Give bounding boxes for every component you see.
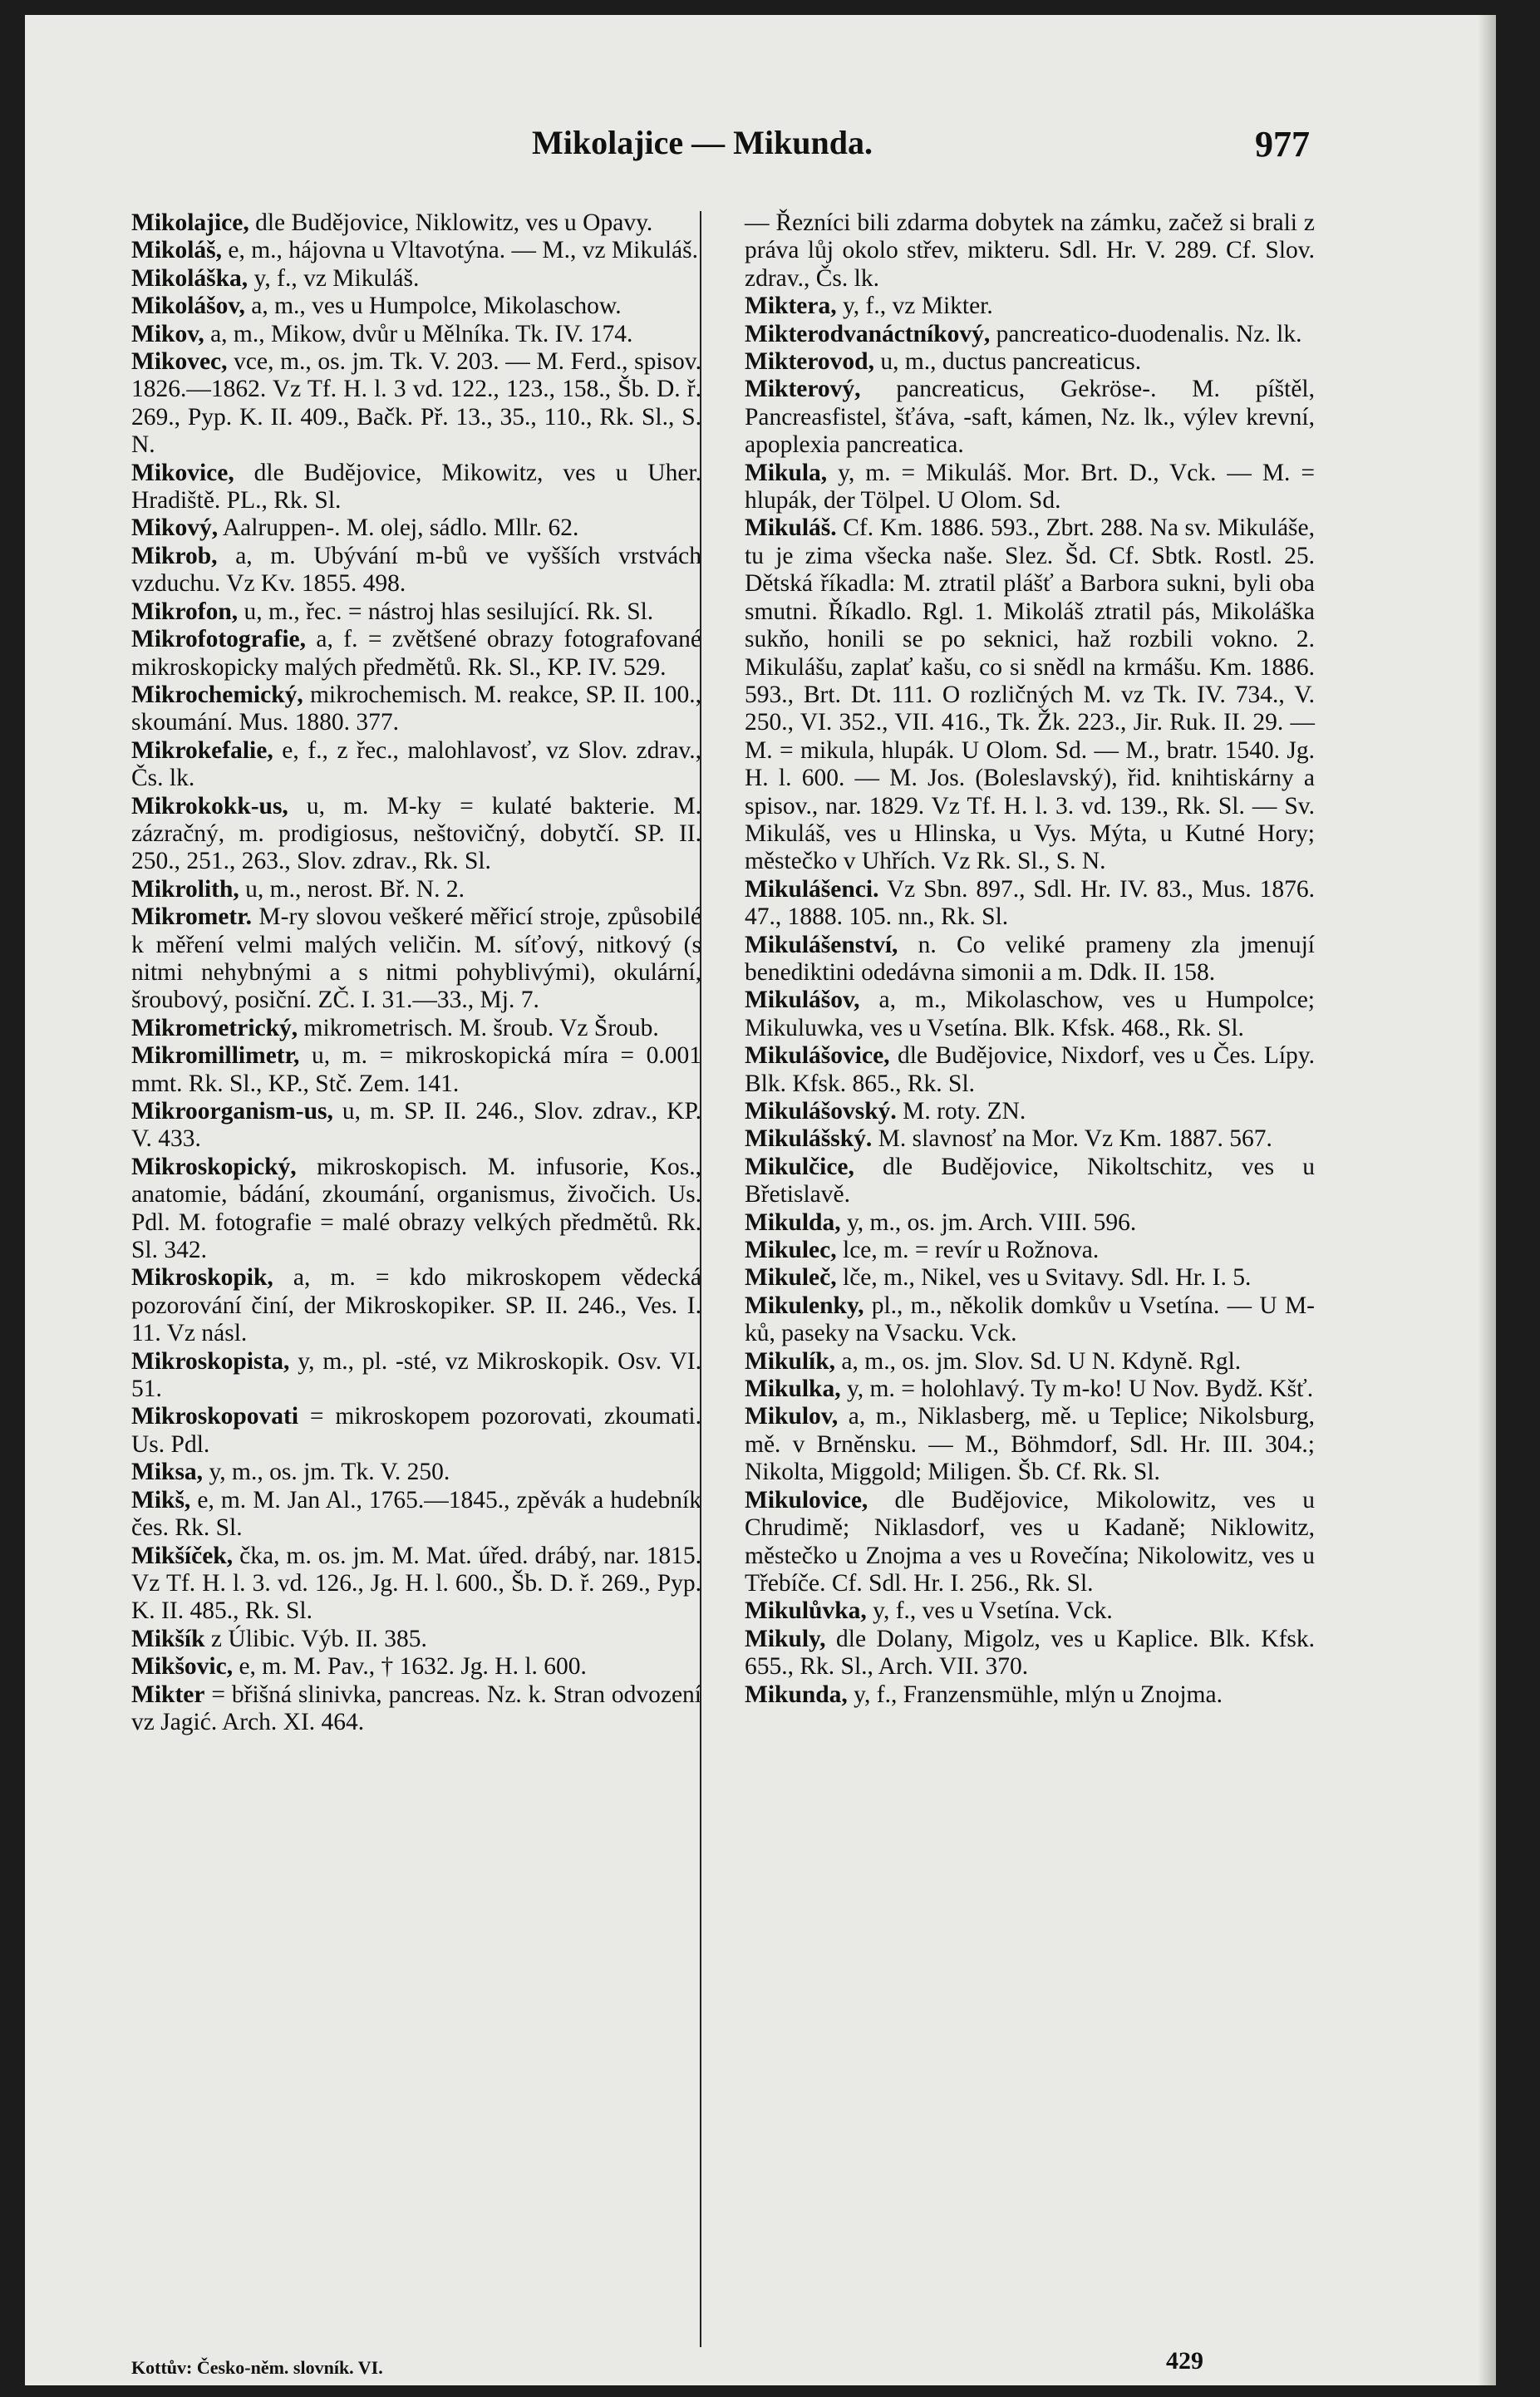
entry-definition: M. slavnosť na Mor. Vz Km. 1887. 567. — [872, 1125, 1272, 1153]
entry-definition: — Řezníci bili zdarma dobytek na zámku, začež si brali z práva lůj okolo střev, mikteru. Sdl. Hr. V. 289. Cf. Slov. zdrav., Čs. lk. — [745, 209, 1315, 292]
dictionary-entry — [131, 237, 701, 264]
entry-definition: y, m. = holohlavý. Ty m-ko! U Nov. Bydž. Kšť. — [840, 1376, 1314, 1403]
entry-headword: Mikov, — [131, 320, 204, 347]
entry-definition: a, m., ves u Humpolce, Mikolaschow. — [244, 293, 622, 320]
entry-headword: Mikulášovský. — [745, 1098, 897, 1125]
entry-definition: u, m. SP. II. 246., Slov. zdrav., KP. V. 433. — [131, 1098, 701, 1153]
entry-headword: Mikterodvanáctníkový, — [745, 320, 991, 347]
signature-number: 429 — [1166, 2347, 1203, 2375]
entry-headword: Mikšovic, — [131, 1653, 234, 1681]
dictionary-entry — [131, 1487, 701, 1543]
entry-headword: Mikulášský. — [745, 1125, 873, 1153]
dictionary-entry — [745, 321, 1315, 348]
entry-definition: pancreaticus, Gekröse-. M. píštěl, Pancreasfistel, šťáva, -saft, kámen, Nz. lk., výlev krevní, apoplexia pancreatica. — [745, 376, 1315, 459]
dictionary-entry — [131, 209, 701, 237]
entry-headword: Mikulášov, — [745, 987, 860, 1014]
entry-definition: a, m. Ubývání m-bů ve vyšších vrstvách vzduchu. Vz Kv. 1855. 498. — [131, 542, 701, 598]
entry-definition: u, m., nerost. Bř. N. 2. — [239, 875, 465, 903]
entry-definition: e, f., z řec., malohlavosť, vz Slov. zdrav., Čs. lk. — [131, 736, 701, 792]
entry-headword: Miktera, — [745, 293, 837, 320]
entry-definition: a, m., os. jm. Slov. Sd. U N. Kdyně. Rgl. — [835, 1347, 1242, 1375]
dictionary-entry — [131, 737, 701, 793]
entry-headword: Mikrofotografie, — [131, 626, 306, 653]
dictionary-entry — [745, 1042, 1315, 1098]
dictionary-entry — [131, 598, 701, 626]
entry-definition: y, m., os. jm. Tk. V. 250. — [203, 1459, 450, 1486]
entry-definition: e, m. M. Pav., † 1632. Jg. H. l. 600. — [233, 1653, 587, 1681]
dictionary-entry — [745, 1681, 1315, 1709]
dictionary-entry — [131, 1264, 701, 1347]
dictionary-entry — [131, 321, 701, 348]
entry-headword: Mikulášovice, — [745, 1042, 890, 1070]
entry-definition: n. Co veliké prameny zla jmenují benediktini odedávna simonii a m. Ddk. II. 158. — [745, 931, 1315, 986]
dictionary-entry — [745, 1125, 1315, 1153]
entry-definition: M-ry slovou veškeré měřicí stroje, způsobilé k měření velmi malých veličin. M. síťový, nitkový (s nitmi nehybnými a s nitmi pohyblivými), okulární, šroubový, posiční. ZČ. I. 31.—33., Mj. 7. — [131, 903, 701, 1014]
dictionary-entry — [745, 1376, 1315, 1403]
dictionary-entry — [745, 1403, 1315, 1486]
dictionary-page — [25, 15, 1496, 2385]
entry-headword: Miksa, — [131, 1459, 204, 1486]
entry-definition: mikroskopisch. M. infusorie, Kos., anatomie, bádání, zkoumání, organismus, živočich. Us. Pdl. M. fotografie = malé obrazy velkých předmětů. Rk. Sl. 342. — [131, 1153, 701, 1264]
entry-headword: Mikroskopický, — [131, 1153, 297, 1180]
dictionary-entry — [131, 903, 701, 1015]
entry-headword: Mikšíček, — [131, 1542, 234, 1569]
dictionary-entry — [745, 932, 1315, 987]
entry-definition: pl., m., několik domkův u Vsetína. — U M-ků, paseky na Vsacku. Vck. — [745, 1292, 1315, 1347]
entry-headword: Mikulovice, — [745, 1486, 868, 1514]
dictionary-entry — [745, 1154, 1315, 1209]
dictionary-entry — [745, 376, 1315, 459]
entry-definition: dle Budějovice, Nixdorf, ves u Čes. Lípy. Blk. Kfsk. 865., Rk. Sl. — [745, 1042, 1315, 1097]
entry-definition: dle Budějovice, Niklowitz, ves u Opavy. — [248, 209, 653, 236]
dictionary-entry — [745, 1487, 1315, 1598]
entry-headword: Mikula, — [745, 459, 828, 486]
entry-definition: dle Dolany, Migolz, ves u Kaplice. Blk. Kfsk. 655., Rk. Sl., Arch. VII. 370. — [745, 1625, 1315, 1681]
entry-headword: Mikšík — [131, 1625, 205, 1652]
dictionary-entry — [131, 1626, 701, 1653]
entry-definition: Aalruppen-. M. olej, sádlo. Mllr. 62. — [218, 514, 579, 542]
entry-headword: Mikuleč, — [745, 1264, 837, 1292]
entry-headword: Mikulík, — [745, 1347, 836, 1375]
entry-headword: Mikrokokk-us, — [131, 792, 288, 820]
entry-definition: y, f., vz Mikuláš. — [248, 264, 420, 292]
entry-headword: Mikroskopista, — [131, 1347, 290, 1375]
page-number: 977 — [1255, 124, 1310, 165]
entry-definition: lce, m. = revír u Rožnova. — [836, 1237, 1100, 1264]
entry-headword: Mikolášov, — [131, 293, 245, 320]
dictionary-entry — [745, 348, 1315, 376]
entry-definition: dle Budějovice, Mikolowitz, ves u Chrudimě; Niklasdorf, ves u Kadaně; Niklowitz, městečko u Znojma a ves u Rovečína; Nikolowitz, ves u Třebíče. Cf. Sdl. Hr. I. 256., Rk. Sl. — [745, 1486, 1315, 1597]
dictionary-entry — [131, 1015, 701, 1042]
entry-headword: Mikrob, — [131, 542, 218, 569]
entry-definition: lče, m., Nikel, ves u Svitavy. Sdl. Hr. I. 5. — [836, 1264, 1252, 1292]
entry-headword: Mikterový, — [745, 376, 861, 403]
dictionary-entry — [131, 626, 701, 682]
column-divider — [700, 211, 701, 2347]
dictionary-entry — [131, 1681, 701, 1737]
entry-definition: y, f., ves u Vsetína. Vck. — [866, 1597, 1113, 1625]
entry-definition: y, m. = Mikuláš. Mor. Brt. D., Vck. — M. = hlupák, der Tölpel. U Olom. Sd. — [745, 459, 1315, 514]
dictionary-entry — [131, 460, 701, 515]
entry-headword: Mikolajice, — [131, 209, 249, 236]
entry-definition: mikrochemisch. M. reakce, SP. II. 100., skoumání. Mus. 1880. 377. — [131, 681, 701, 736]
dictionary-entry — [745, 1292, 1315, 1348]
entry-definition: vce, m., os. jm. Tk. V. 203. — M. Ferd., spisov. 1826.—1862. Vz Tf. H. l. 3 vd. 122., 123., 158., Šb. D. ř. 269., Pyp. K. II. 409., Bačk. Př. 13., 35., 110., Rk. Sl., S. N. — [131, 348, 701, 459]
entry-headword: Mikulka, — [745, 1376, 841, 1403]
entry-definition: mikrometrisch. M. šroub. Vz Šroub. — [298, 1014, 659, 1041]
entry-headword: Mikrometrický, — [131, 1014, 298, 1041]
entry-headword: Mikroskopovati — [131, 1403, 299, 1430]
entry-definition: čka, m. os. jm. M. Mat. úřed. drábý, nar. 1815. Vz Tf. H. l. 3. vd. 126., Jg. H. l. 600., Šb. D. ř. 269., Pyp. K. II. 485., Rk. Sl. — [131, 1542, 701, 1625]
entry-definition: dle Budějovice, Nikoltschitz, ves u Břetislavě. — [745, 1153, 1315, 1208]
entry-definition: z Úlibic. Výb. II. 385. — [204, 1625, 427, 1652]
dictionary-entry — [745, 1209, 1315, 1237]
entry-definition: u, m. M-ky = kulaté bakterie. M. zázračný, m. prodigiosus, neštovičný, dobytčí. SP. II. 250., 251., 263., Slov. zdrav., Rk. Sl. — [131, 792, 701, 875]
entry-headword: Mikrometr. — [131, 903, 253, 931]
entry-definition: a, m., Niklasberg, mě. u Teplice; Nikolsburg, mě. v Brněnsku. — M., Böhmdorf, Sdl. Hr. III. 304.; Nikolta, Miggold; Miligen. Šb. Cf. Rk. Sl. — [745, 1403, 1315, 1486]
dictionary-entry — [745, 1626, 1315, 1681]
dictionary-entry — [131, 1042, 701, 1098]
dictionary-entry — [745, 1597, 1315, 1625]
entry-definition: u, m. = mikroskopická míra = 0.001 mmt. Rk. Sl., KP., Stč. Zem. 141. — [131, 1042, 701, 1097]
dictionary-entry — [131, 876, 701, 903]
dictionary-entry — [745, 1264, 1315, 1292]
entry-headword: Mikterovod, — [745, 348, 874, 376]
dictionary-entry — [745, 876, 1315, 932]
entry-definition: a, m. = kdo mikroskopem vědecká pozorování činí, der Mikroskopiker. SP. II. 246., Ves. I. 11. Vz násl. — [131, 1264, 701, 1347]
dictionary-entry — [745, 460, 1315, 515]
dictionary-entry — [131, 543, 701, 598]
entry-definition: = mikroskopem pozorovati, zkoumati. Us. Pdl. — [131, 1403, 701, 1458]
dictionary-entry — [131, 1543, 701, 1626]
entry-headword: Mikulášenství, — [745, 931, 898, 958]
entry-definition: u, m., ductus pancreaticus. — [873, 348, 1142, 376]
dictionary-entry — [131, 793, 701, 876]
entry-headword: Mikroskopik, — [131, 1264, 273, 1292]
entry-headword: Mikrokefalie, — [131, 736, 273, 764]
dictionary-entry — [131, 265, 701, 293]
entry-definition: a, m., Mikow, dvůr u Mělníka. Tk. IV. 174. — [204, 320, 633, 347]
left-column — [131, 209, 701, 1736]
entry-definition: e, m., hájovna u Vltavotýna. — M., vz Mikuláš. — [222, 237, 698, 264]
printer-imprint: Kottův: Česko-něm. slovník. VI. — [131, 2357, 383, 2378]
entry-headword: Mikrochemický, — [131, 681, 303, 708]
entry-headword: Mikuly, — [745, 1625, 826, 1652]
entry-definition: a, m., Mikolaschow, ves u Humpolce; Mikuluwka, ves u Vsetína. Blk. Kfsk. 468., Rk. Sl. — [745, 987, 1315, 1041]
entry-headword: Mikoláš, — [131, 237, 222, 264]
entry-headword: Mikrolith, — [131, 875, 239, 903]
dictionary-entry — [131, 348, 701, 460]
dictionary-entry — [131, 1403, 701, 1459]
dictionary-entry — [745, 1348, 1315, 1376]
entry-headword: Mikrofon, — [131, 598, 239, 625]
entry-headword: Mikroorganism-us, — [131, 1098, 333, 1125]
dictionary-entry — [745, 1098, 1315, 1125]
entry-definition: a, f. = zvětšené obrazy fotografované mikroskopicky malých předmětů. Rk. Sl., KP. IV. 529. — [131, 626, 701, 681]
entry-headword: Mikulov, — [745, 1403, 839, 1430]
entry-definition: M. roty. ZN. — [896, 1098, 1026, 1125]
entry-definition: dle Budějovice, Mikowitz, ves u Uher. Hradiště. PL., Rk. Sl. — [131, 459, 701, 514]
entry-headword: Mikulenky, — [745, 1292, 864, 1319]
entry-headword: Mikulčice, — [745, 1153, 854, 1180]
entry-headword: Mikulůvka, — [745, 1597, 867, 1625]
dictionary-entry — [745, 1237, 1315, 1264]
dictionary-entry — [131, 1348, 701, 1404]
entry-definition: y, m., pl. -sté, vz Mikroskopik. Osv. VI. 51. — [131, 1347, 701, 1403]
entry-definition: pancreatico-duodenalis. Nz. lk. — [990, 320, 1302, 347]
entry-headword: Mikoláška, — [131, 264, 248, 292]
dictionary-entry — [131, 514, 701, 542]
entry-headword: Mikovice, — [131, 459, 234, 486]
right-column — [745, 209, 1315, 1709]
entry-headword: Mikulda, — [745, 1208, 841, 1236]
entry-headword: Mikromillimetr, — [131, 1042, 300, 1070]
entry-headword: Mikš, — [131, 1486, 191, 1514]
entry-headword: Mikter — [131, 1681, 205, 1708]
entry-definition: e, m. M. Jan Al., 1765.—1845., zpěvák a hudebník čes. Rk. Sl. — [131, 1486, 701, 1542]
entry-headword: Mikunda, — [745, 1681, 848, 1708]
entry-headword: Mikový, — [131, 514, 219, 542]
entry-headword: Mikuláš. — [745, 514, 837, 542]
entry-headword: Mikovec, — [131, 348, 228, 376]
entry-headword: Mikulec, — [745, 1237, 837, 1264]
dictionary-entry — [131, 1098, 701, 1154]
dictionary-entry — [131, 293, 701, 320]
dictionary-entry — [131, 1653, 701, 1681]
dictionary-entry — [131, 1154, 701, 1265]
dictionary-entry — [745, 209, 1315, 293]
entry-definition: y, m., os. jm. Arch. VIII. 596. — [840, 1208, 1137, 1236]
dictionary-entry — [745, 293, 1315, 320]
entry-definition: Vz Sbn. 897., Sdl. Hr. IV. 83., Mus. 1876. 47., 1888. 105. nn., Rk. Sl. — [745, 875, 1315, 931]
entry-definition: y, f., Franzensmühle, mlýn u Znojma. — [847, 1681, 1223, 1708]
running-title: Mikolajice — Mikunda. — [532, 124, 873, 161]
dictionary-entry — [745, 987, 1315, 1042]
entry-definition: Cf. Km. 1886. 593., Zbrt. 288. Na sv. Mikuláše, tu je zima všecka naše. Slez. Šd. Cf. Sbtk. Rostl. 25. Dětská říkadla: M. ztratil plášť a Barbora sukni, byli oba smutni. Říkadlo. Rgl. 1. Mikoláš ztratil pás, Mikoláška sukňo, honili se po seknici, haž rozbili vokno. 2. Mikulášu, zaplať kašu, co si snědl na krmášu. Km. 1886. 593., Brt. Dt. 111. O rozličných M. vz Tk. IV. 734., V. 250., VI. 352., VII. 416., Tk. Žk. 223., Jir. Ruk. II. 29. — M. = mikula, hlupák. U Olom. Sd. — M., bratr. 1540. Jg. H. l. 600. — M. Jos. (Boleslavský), řid. knihtiskárny a spisov., nar. 1829. Vz Tf. H. l. 3. vd. 139., Rk. Sl. — Sv. Mikuláš, ves u Hlinska, u Vys. Mýta, u Kutné Hory; městečko v Uhřích. Vz Rk. Sl., S. N. — [745, 514, 1315, 875]
entry-definition: u, m., řec. = nástroj hlas sesilující. Rk. Sl. — [238, 598, 654, 625]
dictionary-entry — [131, 1459, 701, 1486]
entry-definition: = břišná slinivka, pancreas. Nz. k. Stran odvození vz Jagić. Arch. XI. 464. — [131, 1681, 701, 1735]
entry-headword: Mikulášenci. — [745, 875, 879, 903]
entry-definition: y, f., vz Mikter. — [836, 293, 993, 320]
dictionary-entry — [745, 514, 1315, 875]
dictionary-entry — [131, 682, 701, 737]
page-header — [25, 123, 1496, 173]
